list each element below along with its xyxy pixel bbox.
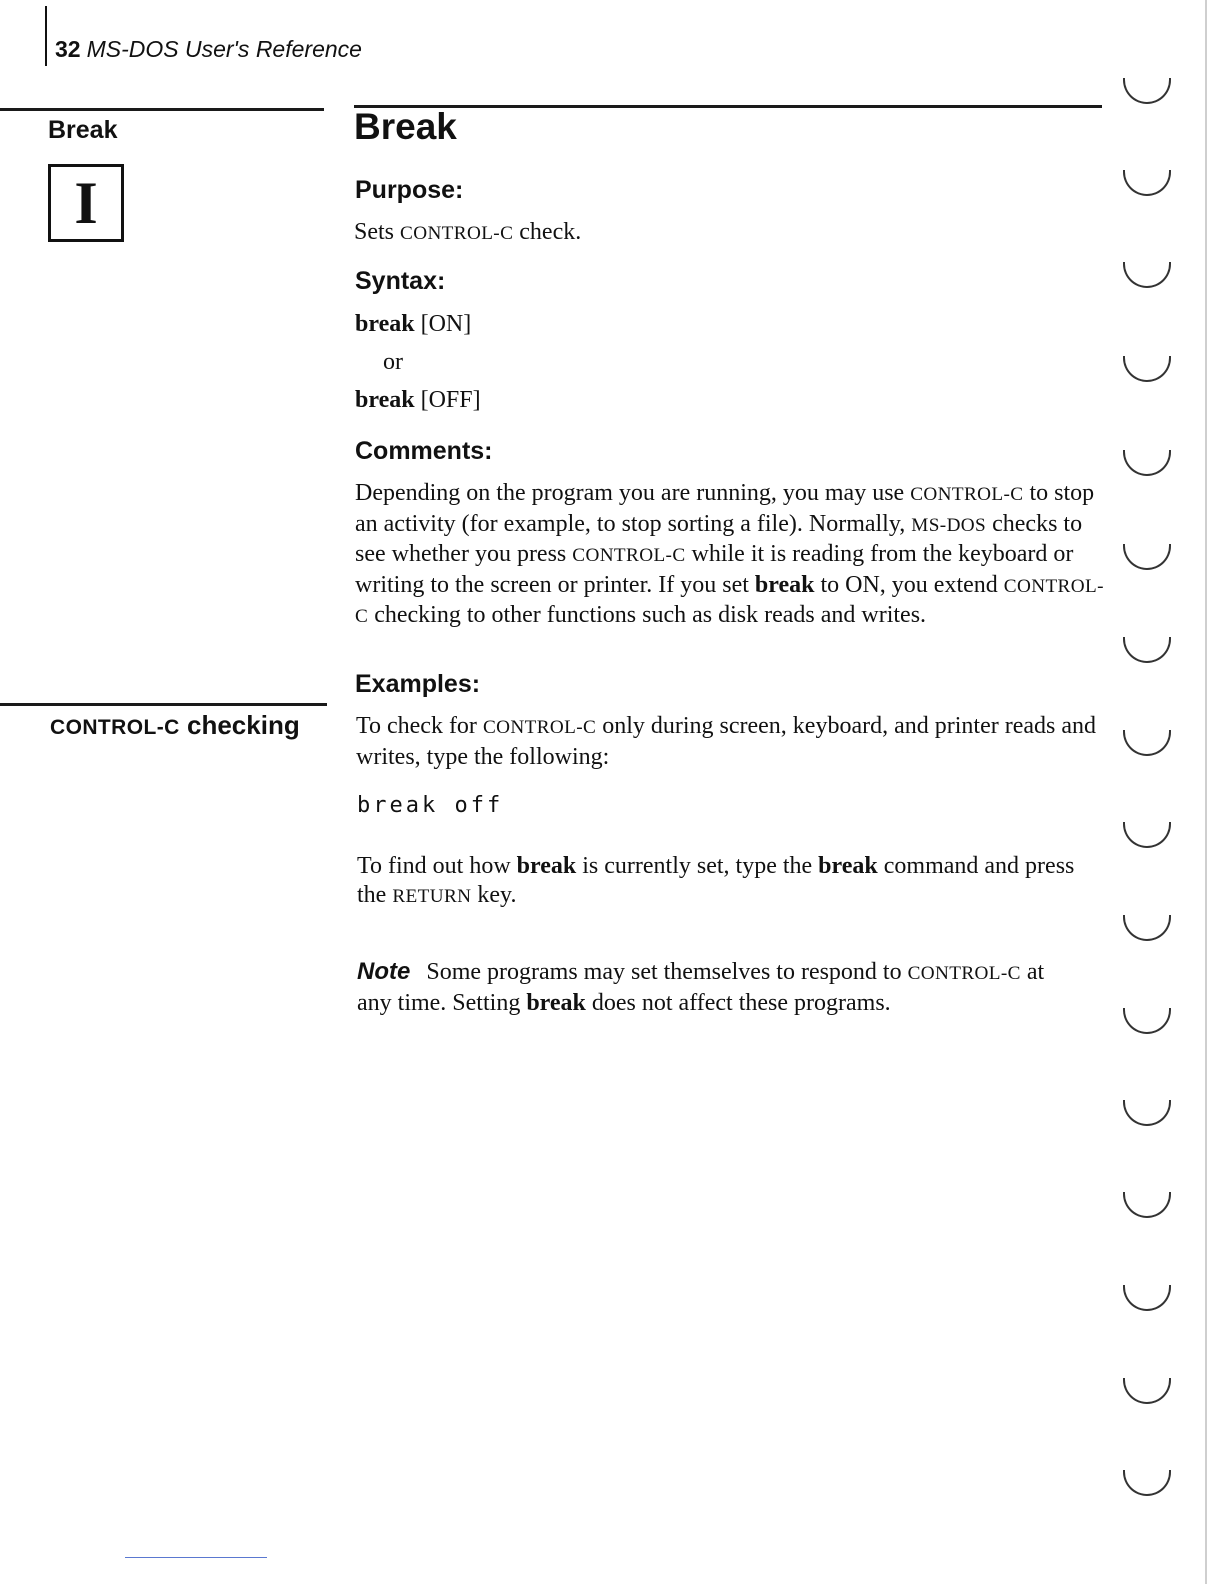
command-word: break (818, 853, 878, 879)
margin-subhead-key: CONTROL-C (50, 716, 180, 739)
binding-hole-icon (1123, 822, 1171, 848)
internal-command-badge (48, 164, 124, 242)
text-run: checking to other functions such as disk reads and writes. (374, 602, 927, 628)
command-word: break (355, 387, 415, 413)
command-title: Break (354, 106, 457, 147)
margin-rule-middle (0, 703, 327, 706)
margin-subhead-text: checking (187, 710, 300, 740)
key-name: RETURN (392, 885, 472, 907)
text-run: Some programs may set themselves to respond to (426, 959, 902, 985)
binding-hole-icon (1123, 170, 1171, 196)
text-run: Depending on the program you are running, you may use (355, 480, 905, 506)
text-run: is currently set, type the (582, 853, 813, 879)
binding-hole-icon (1123, 78, 1171, 104)
key-name: CONTROL-C (482, 717, 597, 738)
comments-heading: Comments: (355, 437, 493, 465)
note-label: Note (357, 958, 411, 985)
binding-hole-icon (1123, 1285, 1171, 1311)
binding-hole-icon (1123, 1470, 1171, 1496)
comments-paragraph (355, 479, 1105, 632)
example-code: break off (357, 793, 504, 818)
badge-letter: I (74, 170, 98, 236)
main-rule-top (354, 105, 1102, 108)
command-word: break (355, 311, 415, 337)
binding-hole-icon (1123, 915, 1171, 941)
note-block (357, 958, 1057, 1017)
syntax-arg: [ON] (420, 311, 472, 337)
purpose-text (354, 218, 581, 249)
text-run: To find out how (357, 853, 511, 879)
page-edge (1205, 0, 1207, 1584)
key-name: CONTROL-C (355, 575, 1104, 627)
text-run: check. (519, 219, 582, 245)
example-paragraph-1 (356, 712, 1106, 771)
example-paragraph-2 (357, 852, 1107, 911)
key-name: CONTROL-C (572, 545, 686, 566)
product-name: MS-DOS (911, 514, 987, 536)
binding-hole-icon (1123, 637, 1171, 663)
header-rule (45, 6, 47, 66)
text-run: only during screen, keyboard, and printer reads and writes, type the following: (356, 713, 1097, 770)
syntax-line-on (355, 310, 471, 339)
text-run: does not affect these programs. (591, 989, 891, 1016)
text-run: To check for (356, 713, 477, 739)
binding-hole-icon (1123, 730, 1171, 756)
text-run: while it is reading from the keyboard or writing to the screen or printer. If you set (355, 541, 1074, 598)
key-name: CONTROL-C (400, 223, 514, 244)
binding-hole-icon (1123, 356, 1171, 382)
syntax-or: or (383, 349, 403, 375)
text-run: Sets (354, 219, 395, 245)
binding-hole-icon (1123, 450, 1171, 476)
margin-subhead (50, 710, 300, 741)
binding-hole-icon (1123, 544, 1171, 570)
command-word: break (526, 989, 586, 1016)
binding-hole-icon (1123, 1192, 1171, 1218)
purpose-heading: Purpose: (355, 176, 464, 204)
examples-heading: Examples: (355, 670, 481, 698)
text-run: to ON, you extend (820, 571, 998, 598)
binding-hole-icon (1123, 1008, 1171, 1034)
margin-title: Break (48, 116, 118, 144)
key-name: CONTROL-C (910, 484, 1024, 505)
binding-hole-icon (1123, 1378, 1171, 1404)
text-run: command and press the (357, 853, 1075, 908)
syntax-heading: Syntax: (355, 267, 446, 295)
footer-line (125, 1557, 267, 1558)
command-word: break (516, 853, 577, 879)
book-title: MS-DOS User's Reference (86, 36, 362, 62)
text-run: key. (477, 881, 517, 908)
binding-hole-icon (1123, 262, 1171, 288)
text-run: at any time. Setting (357, 959, 1045, 1016)
running-head (55, 36, 362, 63)
syntax-arg: [OFF] (420, 387, 481, 413)
text-run: checks to see whether you press (355, 510, 1083, 567)
syntax-line-off (355, 386, 481, 415)
key-name: CONTROL-C (907, 963, 1021, 984)
page-number: 32 (55, 36, 81, 62)
command-word: break (754, 571, 815, 598)
margin-rule-top (0, 108, 324, 111)
text-run: to stop an activity (for example, to stop sorting a file). Normally, (355, 480, 1095, 537)
binding-hole-icon (1123, 1100, 1171, 1126)
